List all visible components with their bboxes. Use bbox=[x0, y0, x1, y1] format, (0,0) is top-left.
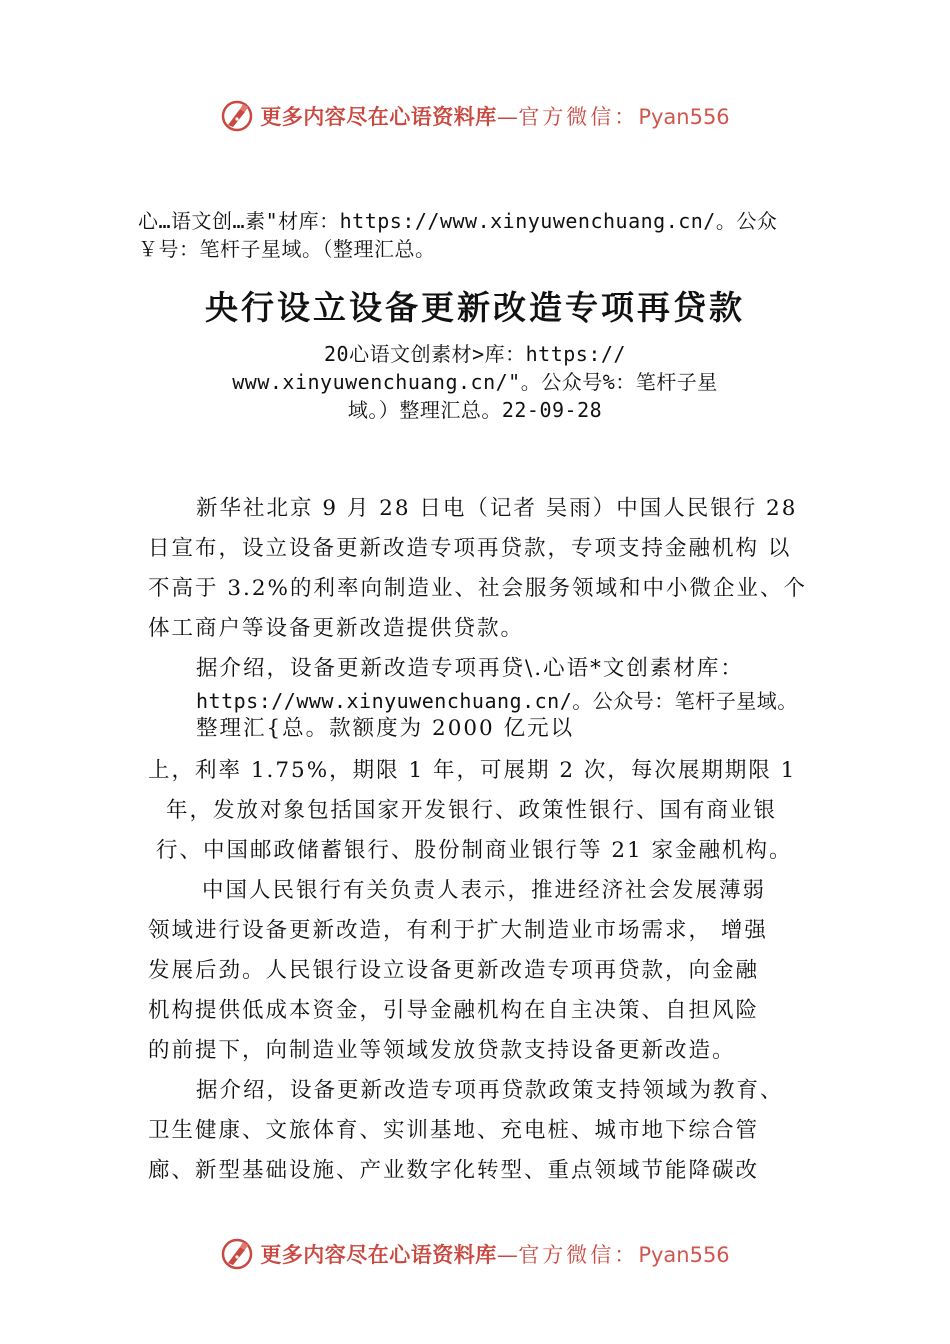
meta-line-3: 域。）整理汇总。22-09-28 bbox=[347, 398, 603, 422]
paragraph-line: 发展后劲。人民银行设立设备更新改造专项再贷款，向金融 bbox=[148, 958, 760, 983]
paragraph-line: 日宣布，设立设备更新改造专项再贷款，专项支持金融机构 以 bbox=[148, 536, 792, 561]
banner-wechat-label: 官方微信： bbox=[518, 1243, 639, 1267]
paragraph-line: 行、中国邮政储蓄银行、股份制商业银行等 21 家金融机构。 bbox=[156, 838, 793, 863]
banner-account: Pyan556 bbox=[638, 1243, 730, 1267]
notice-line-1: 心…语文创…素"材库：https://www.xinyuwenchuang.cn/。公众 bbox=[138, 209, 778, 233]
banner-wechat-label: 官方微信： bbox=[518, 105, 639, 129]
banner-brand: 更多内容尽在心语资料库 bbox=[260, 105, 497, 129]
pen-nib-logo-icon bbox=[220, 99, 254, 133]
pen-nib-logo-icon bbox=[220, 1237, 254, 1271]
footer-banner bbox=[0, 1234, 950, 1274]
paragraph-line: 中国人民银行有关负责人表示，推进经济社会发展薄弱 bbox=[202, 878, 767, 903]
meta-line-1: 20心语文创素材>库：https:// bbox=[324, 342, 626, 366]
paragraph-line: 机构提供低成本资金，引导金融机构在自主决策、自担风险 bbox=[148, 998, 760, 1023]
paragraph-line: 据介绍，设备更新改造专项再贷款政策支持领域为教育、 bbox=[196, 1078, 784, 1103]
banner-text bbox=[260, 1239, 729, 1269]
header-banner bbox=[0, 96, 950, 136]
paragraph-line: 上，利率 1.75%，期限 1 年，可展期 2 次，每次展期期限 1 bbox=[148, 758, 797, 783]
banner-text bbox=[260, 101, 729, 131]
paragraph-line: 的前提下，向制造业等领域发放贷款支持设备更新改造。 bbox=[148, 1038, 736, 1063]
paragraph-line: 不高于 3.2%的利率向制造业、社会服务领域和中小微企业、个 bbox=[148, 576, 807, 601]
paragraph-line: 据介绍，设备更新改造专项再贷\.心语*文创素材库： bbox=[196, 656, 744, 681]
meta-line-2: www.xinyuwenchuang.cn/"。公众号%：笔杆子星 bbox=[232, 370, 718, 394]
paragraph-line: 领域进行设备更新改造，有利于扩大制造业市场需求， 增强 bbox=[148, 918, 768, 943]
paragraph-line: 体工商户等设备更新改造提供贷款。 bbox=[148, 616, 525, 641]
paragraph-line: 整理汇{总。款额度为 2000 亿元以 bbox=[196, 716, 575, 741]
article-title: 央行设立设备更新改造专项再贷款 bbox=[205, 288, 745, 327]
notice-line-2: ￥号：笔杆子星域。（整理汇总。 bbox=[138, 237, 436, 261]
banner-separator: — bbox=[496, 1243, 519, 1267]
paragraph-line: https://www.xinyuwenchuang.cn/。公众号：笔杆子星域。 bbox=[196, 689, 798, 713]
banner-separator: — bbox=[496, 105, 519, 129]
paragraph-line: 卫生健康、文旅体育、实训基地、充电桩、城市地下综合管 bbox=[148, 1118, 760, 1143]
banner-account: Pyan556 bbox=[638, 105, 730, 129]
paragraph-line: 廊、新型基础设施、产业数字化转型、重点领域节能降碳改 bbox=[148, 1158, 760, 1183]
paragraph-line: 年，发放对象包括国家开发银行、政策性银行、国有商业银 bbox=[166, 798, 778, 823]
paragraph-line: 新华社北京 9 月 28 日电（记者 吴雨）中国人民银行 28 bbox=[196, 496, 798, 521]
banner-brand: 更多内容尽在心语资料库 bbox=[260, 1243, 497, 1267]
